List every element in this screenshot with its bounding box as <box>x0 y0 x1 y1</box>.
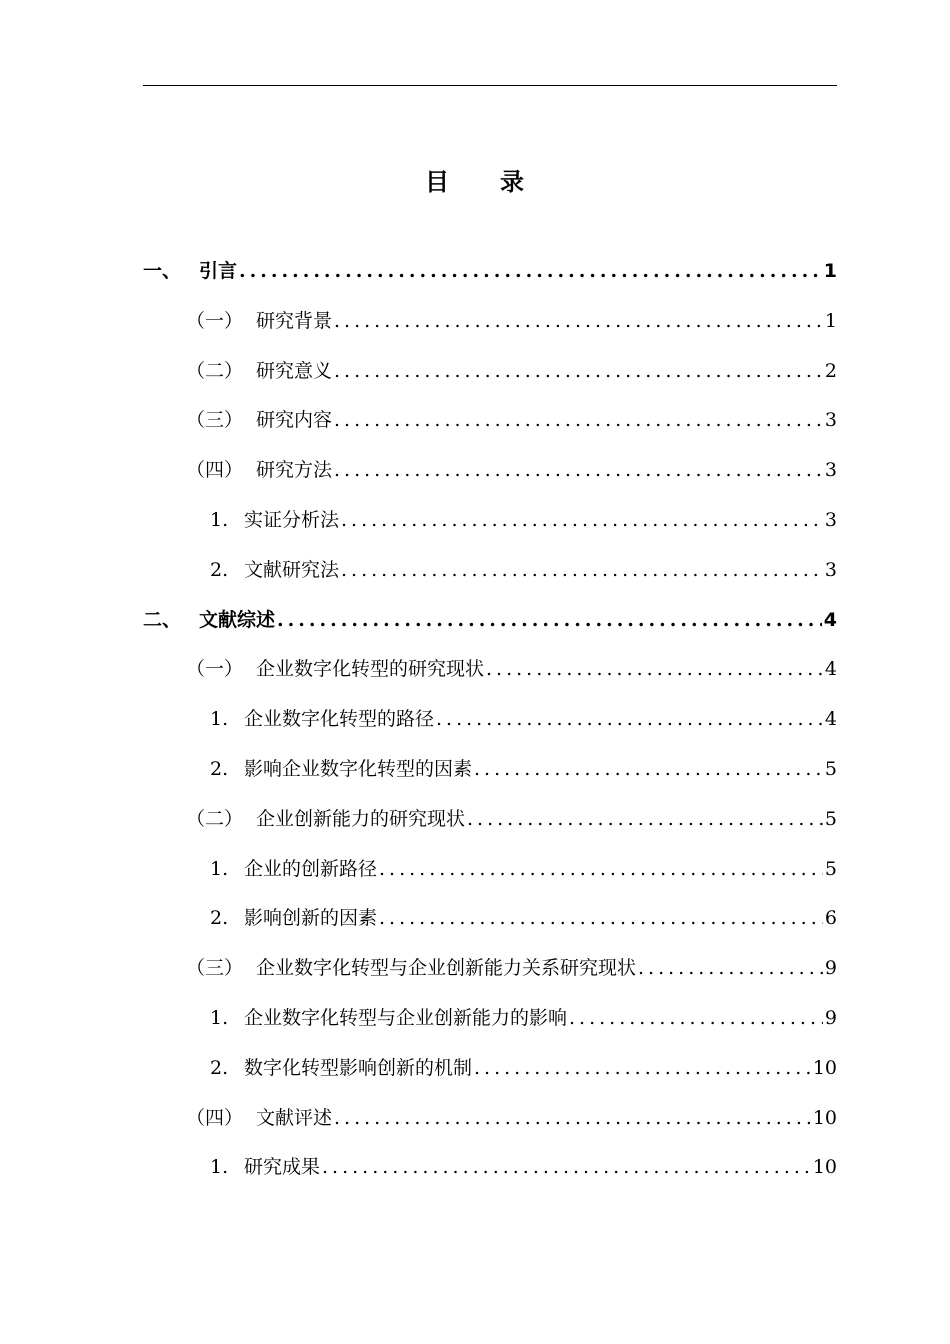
toc-entry-page: 4 <box>823 608 837 631</box>
toc-entry[interactable] <box>210 854 837 884</box>
toc-entry-page: 5 <box>824 758 837 780</box>
toc-entry-page: 3 <box>824 409 837 432</box>
toc-entry-number: 1. <box>210 1156 229 1179</box>
toc-entry-number: 2. <box>210 558 229 581</box>
toc-entry[interactable] <box>186 405 837 435</box>
toc-dot-leader <box>379 903 823 933</box>
toc-entry-label: 研究成果 <box>244 1156 321 1179</box>
toc-entry-number: 1. <box>210 509 229 531</box>
toc-entry-number: （一） <box>186 309 244 332</box>
toc-entry-number: 1. <box>210 1007 229 1029</box>
toc-entry[interactable] <box>210 1152 837 1182</box>
toc-entry-page: 1 <box>824 309 837 332</box>
toc-dot-leader <box>334 356 823 386</box>
toc-dot-leader <box>569 1003 823 1033</box>
toc-entry-number: 1. <box>210 857 229 880</box>
toc-entry-page: 9 <box>824 1007 837 1029</box>
toc-dot-leader <box>239 256 822 286</box>
toc-dot-leader <box>341 555 823 585</box>
toc-entry[interactable] <box>210 505 837 535</box>
toc-dot-leader <box>277 605 822 635</box>
toc-dot-leader <box>467 804 823 834</box>
toc-dot-leader <box>436 704 823 734</box>
toc-entry-label: 影响创新的因素 <box>244 907 378 930</box>
toc-entry-label: 企业数字化转型与企业创新能力关系研究现状 <box>256 957 637 980</box>
toc-entry-number: 2. <box>210 907 229 930</box>
toc-entry-label: 企业数字化转型的研究现状 <box>256 658 485 681</box>
toc-dot-leader <box>486 654 823 684</box>
toc-entry-label: 研究方法 <box>256 459 333 482</box>
toc-entry-label: 文献研究法 <box>244 558 340 581</box>
toc-dot-leader <box>638 953 823 983</box>
toc-entry[interactable] <box>210 1003 837 1033</box>
toc-dot-leader <box>334 306 823 336</box>
toc-entry-label: 企业数字化转型与企业创新能力的影响 <box>244 1007 568 1029</box>
toc-entry[interactable] <box>210 1053 837 1083</box>
toc-entry-number: （一） <box>186 658 244 681</box>
toc-entry-number: 一、 <box>143 260 182 282</box>
toc-entry[interactable] <box>210 903 837 933</box>
toc-dot-leader <box>379 854 823 884</box>
toc-entry-page: 3 <box>824 509 837 531</box>
toc-entry-number: （四） <box>186 459 244 482</box>
toc-entry-page: 4 <box>824 708 837 731</box>
toc-entry-number: （二） <box>186 359 244 382</box>
toc-entry[interactable] <box>186 356 837 386</box>
title-char-1: 目 <box>425 168 450 196</box>
toc-entry[interactable] <box>186 804 837 834</box>
toc-entry-number: （三） <box>186 957 244 980</box>
toc-entry-page: 3 <box>824 459 837 482</box>
toc-entry-number: （三） <box>186 409 244 432</box>
toc-entry-label: 研究背景 <box>256 309 333 332</box>
toc-entry-number: 2. <box>210 1056 229 1079</box>
toc-entry-label: 引言 <box>199 260 238 282</box>
toc-entry-label: 研究内容 <box>256 409 333 432</box>
toc-entry-page: 2 <box>824 359 837 382</box>
toc-entry[interactable] <box>210 704 837 734</box>
toc-entry[interactable] <box>186 306 837 336</box>
toc-entry-label: 文献综述 <box>199 608 276 631</box>
toc-entry-page: 10 <box>812 1156 837 1179</box>
toc-entry[interactable] <box>186 1103 837 1133</box>
toc-entry-page: 10 <box>812 1106 837 1129</box>
toc-entry-page: 4 <box>824 658 837 681</box>
title-char-2: 录 <box>500 168 525 196</box>
toc-entry-label: 企业的创新路径 <box>244 857 378 880</box>
toc-entry-page: 1 <box>823 260 837 282</box>
toc-dot-leader <box>334 405 823 435</box>
toc-dot-leader <box>334 455 823 485</box>
toc-entry-label: 企业创新能力的研究现状 <box>256 807 466 830</box>
toc-entry-label: 文献评述 <box>256 1106 333 1129</box>
toc-entry[interactable] <box>186 654 837 684</box>
toc-entry[interactable] <box>186 953 837 983</box>
toc-entry-label: 数字化转型影响创新的机制 <box>244 1056 473 1079</box>
header-rule <box>143 85 837 86</box>
toc-entry-page: 9 <box>824 957 837 980</box>
toc-entry-label: 企业数字化转型的路径 <box>244 708 435 731</box>
toc-dot-leader <box>334 1103 811 1133</box>
toc-entry[interactable] <box>143 256 837 286</box>
toc-entry-number: 二、 <box>143 608 182 631</box>
toc-entry-label: 影响企业数字化转型的因素 <box>244 758 473 780</box>
toc-dot-leader <box>341 505 823 535</box>
toc-entry[interactable] <box>210 555 837 585</box>
toc-entry[interactable] <box>210 754 837 784</box>
toc-entry-page: 5 <box>824 857 837 880</box>
toc-dot-leader <box>474 754 823 784</box>
toc-entry[interactable] <box>143 605 837 635</box>
toc-entry[interactable] <box>186 455 837 485</box>
toc-entry-number: 1. <box>210 708 229 731</box>
toc-entry-page: 3 <box>824 558 837 581</box>
toc-entry-page: 6 <box>824 907 837 930</box>
toc-dot-leader <box>322 1152 811 1182</box>
toc-dot-leader <box>474 1053 811 1083</box>
toc-entry-label: 研究意义 <box>256 359 333 382</box>
page-title <box>0 162 950 197</box>
toc-entry-page: 10 <box>812 1056 837 1079</box>
toc-entry-number: 2. <box>210 758 229 780</box>
toc-entry-label: 实证分析法 <box>244 509 340 531</box>
toc-entry-number: （四） <box>186 1106 244 1129</box>
toc-entry-page: 5 <box>824 807 837 830</box>
toc-entry-number: （二） <box>186 807 244 830</box>
